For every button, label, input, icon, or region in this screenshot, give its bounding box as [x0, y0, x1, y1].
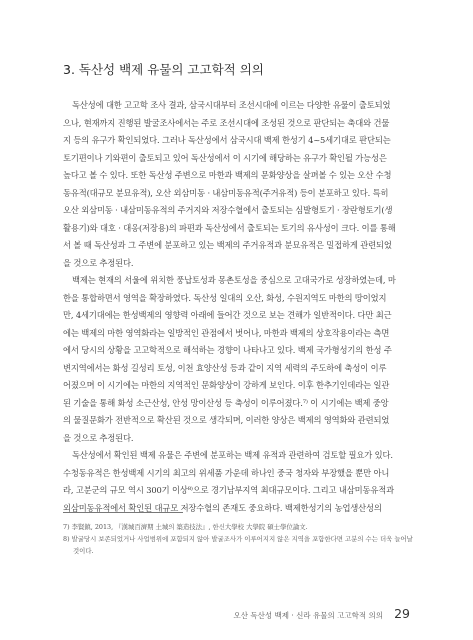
text-line: 백제는 현재의 서울에 위치한 풍납토성과 몽촌토성을 중심으로 고대국가로 성장하였는데, 마 — [72, 275, 396, 285]
text-line: 으나, 현재까지 진행된 발굴조사에서는 주로 조선시대에 조성된 것으로 판단되는 축대와 건물 — [63, 117, 390, 128]
page-number: 29 — [394, 606, 410, 621]
text-line: 독산성에 대한 고고학 조사 결과, 삼국시대부터 조선시대에 이르는 다양한 유물이 출토되었 — [72, 100, 391, 110]
text-line: 의 물질문화가 전반적으로 확산된 것으로 생각되며, 이러한 양상은 백제의 영역화와 관련되었 — [63, 415, 390, 425]
text-line: 활용기)와 대호 · 대옹(저장용)의 파편과 독산성에서 출토되는 토기의 유사성이 크다. 이를 통해 — [63, 222, 396, 233]
text-line: 오산 외삼미동 · 내삼미동유적의 주거지와 저장수혈에서 출토되는 심발형토기 · 장란형토기(생 — [63, 205, 393, 215]
text-line: 수청동유적은 한성백제 시기의 최고의 위세품 가운데 하나인 중국 청자와 부장했을 뿐만 아니 — [63, 467, 390, 478]
body-paragraphs — [63, 97, 419, 517]
text-line: 어졌으며 이 시기에는 마한의 지역적인 문화양상이 강하게 보인다. 이후 한추기인데라는 일관 — [63, 380, 390, 390]
text-line: 변지역에서는 화성 길성리 토성, 이천 효양산성 등과 같이 지역 세력의 주도하에 축성이 이루 — [63, 362, 387, 373]
footnote-line: 것이다. — [73, 547, 94, 555]
text-line: 지 등의 유구가 확인되었다. 그러나 독산성에서 삼국시대 백제 한성기 4~5세기대로 판단되는 — [63, 135, 391, 145]
text-line: 한을 통합하면서 영역을 확장하였다. 독산성 일대의 오산, 화성, 수원지역도 마한의 땅이었지 — [63, 292, 387, 303]
text-line: 서 볼 때 독산성과 그 주변에 분포하고 있는 백제의 주거유적과 분묘유적은 밀접하게 관련되었 — [63, 240, 392, 250]
footnote-line: 8) 발굴당시 보존되었거나 사업범위에 포함되지 않아 발굴조사가 이루어지지 않은 지역을 포함한다면 고분의 수는 더욱 늘어날 — [63, 535, 413, 543]
footnote-line: 7) 李賢鎮, 2013, 『漢城百濟期 土城의 築造技法』, 한신大學校 大學院 碩士學位論文. — [63, 523, 308, 531]
text-line: 을 것으로 추정된다. — [63, 432, 134, 443]
text-line: 라, 고분군의 규모 역시 300기 이상⁸⁾으로 경기남부지역 최대규모이다. 그리고 내삼미동유적과 — [63, 485, 394, 495]
footnotes — [63, 521, 419, 557]
page-footer — [234, 603, 410, 622]
text-line: 토기편이나 기와편이 출토되고 있어 독산성에서 이 시기에 해당하는 유구가 확인될 가능성은 — [63, 152, 387, 163]
text-line: 외삼미동유적에서 확인된 대규모 저장수혈의 존재도 중요하다. 백제한성기의 농업생산성의 — [63, 502, 382, 513]
text-line: 을 것으로 추정된다. — [63, 257, 134, 268]
text-line: 높다고 볼 수 있다. 또한 독산성 주변으로 마한과 백제의 문화양상을 살펴볼 수 있는 오산 수청 — [63, 170, 392, 180]
text-line: 동유적(대규모 분묘유적), 오산 외삼미동 · 내삼미동유적(주거유적) 등이 분포하고 있다. 특히 — [63, 187, 389, 198]
running-title: 오산 독산성 백제 · 신라 유물의 고고학적 의의 — [233, 611, 383, 620]
text-line: 에서 당시의 상황을 고고학적으로 해석하는 경향이 나타나고 있다. 백제 국가형성기의 한성 주 — [63, 345, 392, 355]
text-line: 된 기술을 통해 화성 소근산성, 안성 망이산성 등 축성이 이루어졌다.⁷⁾ 이 시기에는 백제 중앙 — [63, 397, 389, 408]
footnote-divider — [63, 512, 183, 513]
text-line: 독산성에서 확인된 백제 유물은 주변에 분포하는 백제 유적과 관련하여 검토할 필요가 있다. — [72, 450, 393, 460]
text-line: 만, 4세기대에는 한성백제의 영향력 아래에 들어간 것으로 보는 견해가 일반적이다. 다만 최근 — [63, 310, 392, 320]
section-heading: 3. 독산성 백제 유물의 고고학적 의의 — [63, 62, 264, 77]
text-line: 에는 백제의 마한 영역화라는 일방적인 관점에서 벗어나, 마한과 백제의 상호작용이라는 측면 — [63, 327, 390, 338]
